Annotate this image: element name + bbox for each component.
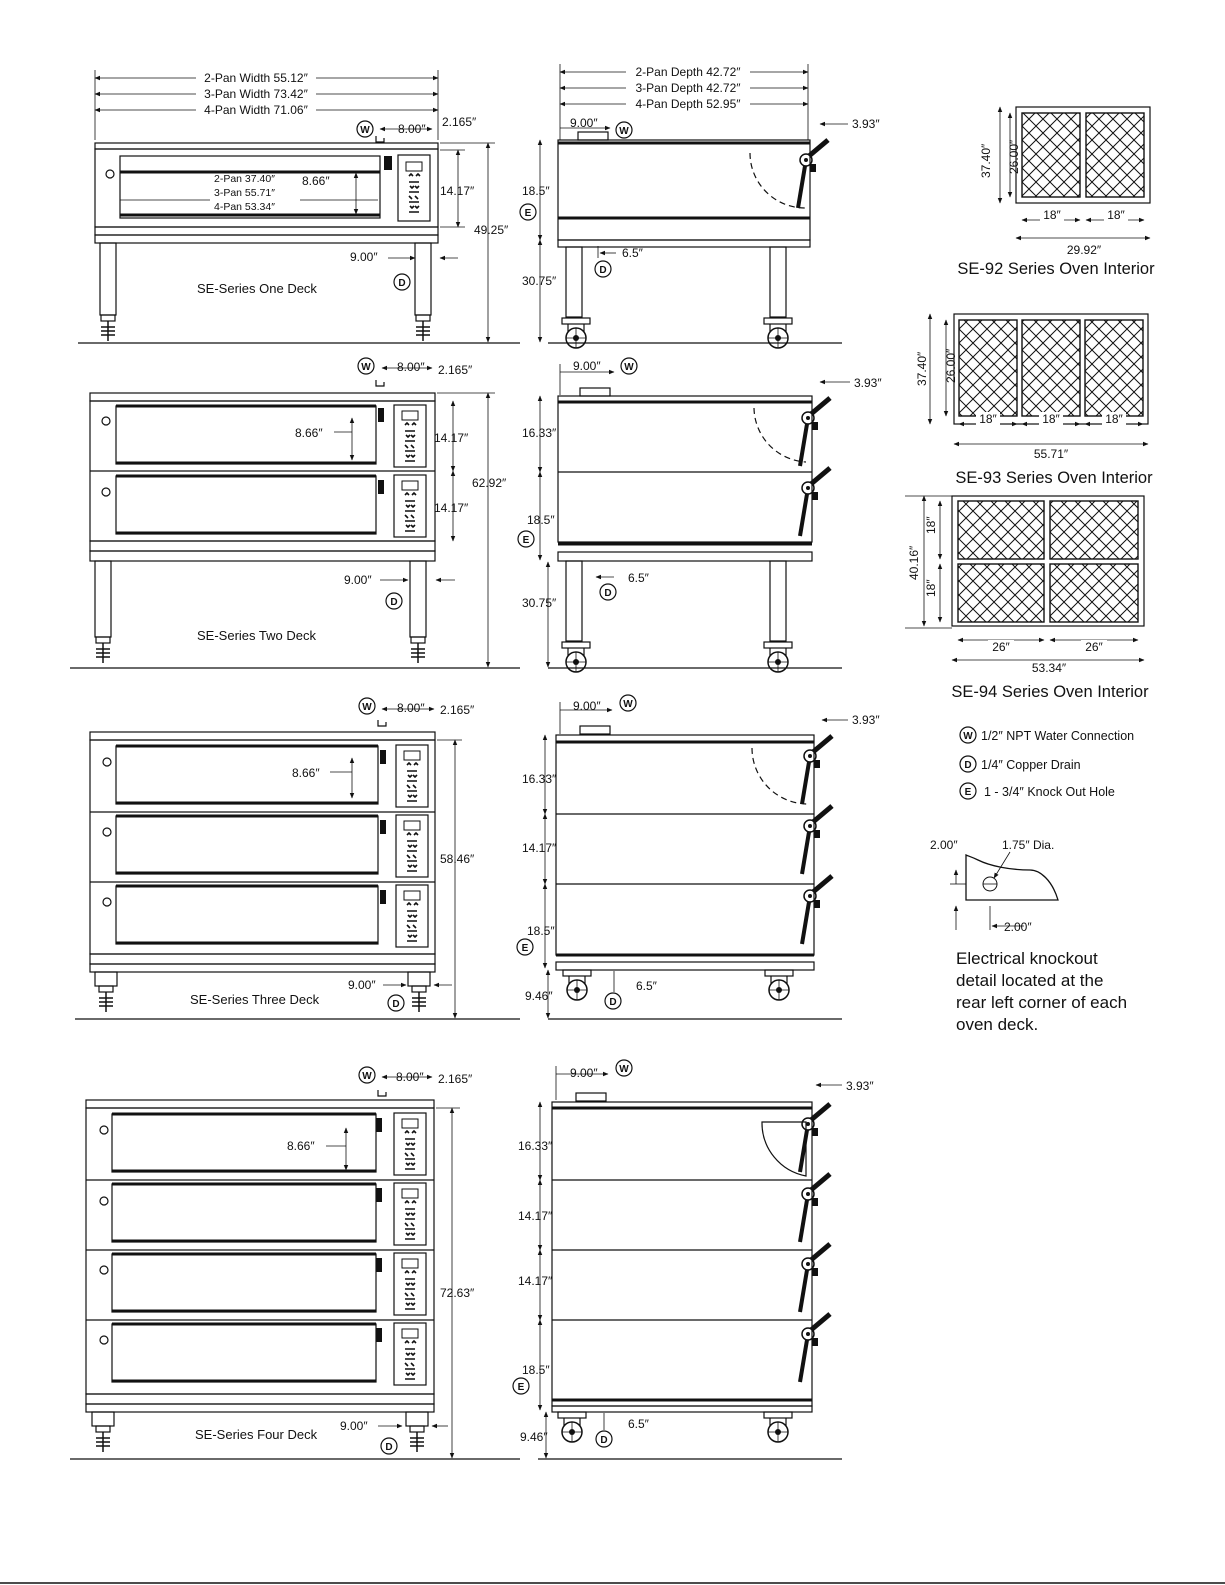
knockout-note-line-2: detail located at the	[956, 971, 1104, 990]
three-deck-top-height: 2.165″	[440, 703, 475, 717]
se94-interior-diagram	[905, 496, 1149, 701]
side-four-water-symbol: W	[619, 1064, 629, 1075]
two-deck-overall-height: 62.92″	[472, 476, 507, 490]
side-one-water-symbol: W	[619, 126, 629, 137]
side-three-drain-offset: 6.5″	[636, 979, 657, 993]
side-two-leg-height: 30.75″	[522, 596, 557, 610]
two-deck-top-height: 2.165″	[438, 363, 473, 377]
side-four-handle-projection: 3.93″	[846, 1079, 874, 1093]
side-two-drain-symbol: D	[604, 588, 612, 599]
one-deck-depth-3pan: 3-Pan Depth 42.72″	[635, 81, 741, 95]
side-one-leg-height: 30.75″	[522, 274, 557, 288]
side-four-upper-height: 16.33″	[518, 1139, 553, 1153]
side-one-drain-offset: 6.5″	[622, 246, 643, 260]
two-deck-water-symbol: W	[361, 362, 371, 373]
side-four-knockout-height: 18.5″	[522, 1363, 550, 1377]
side-two-knockout-symbol: E	[522, 535, 530, 546]
se92-outer-height: 37.40″	[979, 143, 993, 178]
se93-title: SE-93 Series Oven Interior	[955, 469, 1153, 487]
knockout-offset-1: 2.00″	[930, 838, 958, 852]
two-deck-deck-height-1: 14.17″	[434, 431, 469, 445]
one-deck-interior-2pan: 2-Pan 37.40″	[214, 173, 275, 185]
legend-knockout-label: 1 - 3/4″ Knock Out Hole	[984, 785, 1115, 799]
one-deck-water-offset: 8.00″	[398, 122, 426, 136]
knockout-offset-2: 2.00″	[1004, 920, 1032, 934]
side-four-leg-height: 9.46″	[520, 1430, 548, 1444]
legend-drain-label: 1/4″ Copper Drain	[981, 758, 1081, 772]
se92-title: SE-92 Series Oven Interior	[957, 260, 1155, 278]
se92-interior-diagram	[957, 107, 1155, 278]
se93-inner-height: 26.00″	[944, 348, 958, 383]
se94-pan-height-2: 18″	[924, 579, 938, 597]
side-three-drain-symbol: D	[609, 997, 617, 1008]
one-deck-door-height: 8.66″	[302, 174, 330, 188]
symbol-legend	[960, 727, 1134, 799]
side-three-leg-height: 9.46″	[525, 989, 553, 1003]
two-deck-drain-symbol: D	[390, 597, 398, 608]
side-four-drain-offset: 6.5″	[628, 1417, 649, 1431]
one-deck-width-4pan: 4-Pan Width 71.06″	[204, 103, 308, 117]
two-deck-water-offset: 8.00″	[397, 360, 425, 374]
knockout-note-line-4: oven deck.	[956, 1015, 1039, 1034]
front-view-four-deck	[70, 1067, 520, 1459]
se92-overall-width: 29.92″	[1066, 243, 1102, 257]
four-deck-overall-height: 72.63″	[440, 1286, 475, 1300]
one-deck-drain-offset: 9.00″	[350, 250, 378, 264]
one-deck-water-symbol: W	[360, 125, 370, 136]
side-four-deck-height-1: 14.17″	[518, 1209, 553, 1223]
se94-overall-width: 53.34″	[1031, 661, 1067, 675]
three-deck-drain-symbol: D	[392, 999, 400, 1010]
four-deck-top-height: 2.165″	[438, 1072, 473, 1086]
four-deck-caption: SE-Series Four Deck	[195, 1427, 318, 1442]
se94-title: SE-94 Series Oven Interior	[951, 683, 1149, 701]
one-deck-top-height: 2.165″	[442, 115, 477, 129]
side-three-handle-projection: 3.93″	[852, 713, 880, 727]
knockout-note-line-3: rear left corner of each	[956, 993, 1128, 1012]
side-one-water-offset: 9.00″	[570, 116, 598, 130]
front-view-one-deck	[78, 70, 520, 343]
side-three-water-offset: 9.00″	[573, 699, 601, 713]
se94-pan-height-1: 18″	[924, 516, 938, 534]
se92-pan-width-2: 18″	[1107, 208, 1125, 222]
side-four-drain-symbol: D	[600, 1435, 608, 1446]
side-two-water-offset: 9.00″	[573, 359, 601, 373]
se94-pan-width-2: 26″	[1085, 640, 1103, 654]
knockout-note-line-1: Electrical knockout	[956, 949, 1098, 968]
side-one-knockout-height: 18.5″	[522, 184, 550, 198]
one-deck-width-2pan: 2-Pan Width 55.12″	[204, 71, 308, 85]
side-view-four-deck	[513, 1060, 874, 1459]
one-deck-width-3pan: 3-Pan Width 73.42″	[204, 87, 308, 101]
se93-pan-width-3: 18″	[1105, 412, 1123, 426]
side-one-handle-projection: 3.93″	[852, 117, 880, 131]
four-deck-door-height: 8.66″	[287, 1139, 315, 1153]
side-one-drain-symbol: D	[599, 265, 607, 276]
legend-knockout-symbol: E	[964, 787, 972, 798]
front-view-three-deck	[75, 698, 520, 1019]
three-deck-overall-height: 58.46″	[440, 852, 475, 866]
side-three-upper-height: 16.33″	[522, 772, 557, 786]
se94-outer-height: 40.16″	[907, 545, 921, 580]
two-deck-door-height: 8.66″	[295, 426, 323, 440]
side-two-drain-offset: 6.5″	[628, 571, 649, 585]
legend-water-label: 1/2″ NPT Water Connection	[981, 729, 1135, 743]
four-deck-drain-offset: 9.00″	[340, 1419, 368, 1433]
se93-overall-width: 55.71″	[1033, 447, 1069, 461]
one-deck-overall-height: 49.25″	[474, 223, 509, 237]
four-deck-water-symbol: W	[362, 1071, 372, 1082]
one-deck-interior-4pan: 4-Pan 53.34″	[214, 201, 275, 213]
side-three-deck-height: 14.17″	[522, 841, 557, 855]
side-view-one-deck	[520, 63, 880, 348]
two-deck-deck-height-2: 14.17″	[434, 501, 469, 515]
legend-water-symbol: W	[963, 731, 973, 742]
two-deck-caption: SE-Series Two Deck	[197, 628, 316, 643]
one-deck-deck-height: 14.17″	[440, 184, 475, 198]
one-deck-drain-symbol: D	[398, 278, 406, 289]
side-two-knockout-height: 18.5″	[527, 513, 555, 527]
side-two-water-symbol: W	[624, 362, 634, 373]
one-deck-interior-3pan: 3-Pan 55.71″	[214, 187, 275, 199]
se93-outer-height: 37.40″	[915, 351, 929, 386]
se92-pan-width-1: 18″	[1043, 208, 1061, 222]
side-view-three-deck	[517, 695, 880, 1019]
side-two-handle-projection: 3.93″	[854, 376, 882, 390]
side-four-knockout-symbol: E	[517, 1382, 525, 1393]
side-four-deck-height-2: 14.17″	[518, 1274, 553, 1288]
side-three-knockout-height: 18.5″	[527, 924, 555, 938]
se94-pan-width-1: 26″	[992, 640, 1010, 654]
se93-pan-width-1: 18″	[979, 412, 997, 426]
side-one-knockout-symbol: E	[524, 208, 532, 219]
two-deck-drain-offset: 9.00″	[344, 573, 372, 587]
knockout-detail	[930, 838, 1127, 1034]
one-deck-caption: SE-Series One Deck	[197, 281, 317, 296]
front-view-two-deck	[70, 358, 520, 668]
three-deck-drain-offset: 9.00″	[348, 978, 376, 992]
one-deck-depth-2pan: 2-Pan Depth 42.72″	[635, 65, 741, 79]
se93-interior-diagram	[915, 314, 1153, 487]
four-deck-drain-symbol: D	[385, 1442, 393, 1453]
legend-drain-symbol: D	[964, 760, 972, 771]
one-deck-depth-4pan: 4-Pan Depth 52.95″	[635, 97, 741, 111]
se93-pan-width-2: 18″	[1042, 412, 1060, 426]
side-four-water-offset: 9.00″	[570, 1066, 598, 1080]
four-deck-water-offset: 8.00″	[396, 1070, 424, 1084]
three-deck-water-offset: 8.00″	[397, 701, 425, 715]
three-deck-caption: SE-Series Three Deck	[190, 992, 320, 1007]
three-deck-water-symbol: W	[362, 702, 372, 713]
three-deck-door-height: 8.66″	[292, 766, 320, 780]
side-two-upper-height: 16.33″	[522, 426, 557, 440]
knockout-diameter: 1.75″ Dia.	[1002, 838, 1055, 852]
se92-inner-height: 26.00″	[1007, 139, 1021, 174]
side-view-two-deck	[518, 358, 882, 672]
side-three-knockout-symbol: E	[521, 943, 529, 954]
side-three-water-symbol: W	[623, 699, 633, 710]
